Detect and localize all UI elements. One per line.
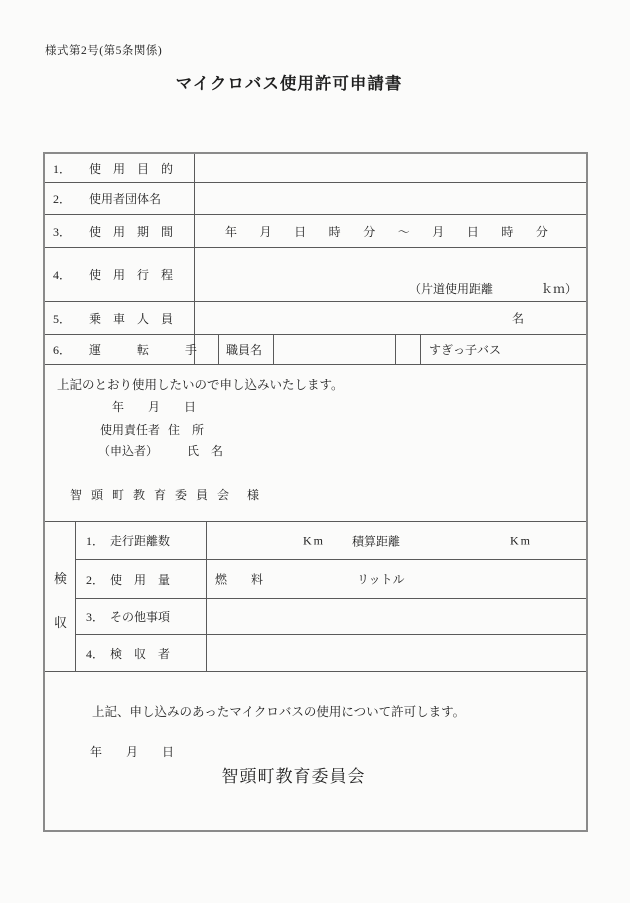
input-passenger-count[interactable] (195, 302, 586, 334)
driver-staff-label: 職員名 (219, 335, 274, 364)
label-distance-traveled: 1． 走行距離数 (76, 522, 207, 559)
label-fuel-used: 2． 使 用 量 (76, 560, 207, 598)
page-title: マイクロバス使用許可申請書 (175, 75, 403, 93)
driver-bus-label: すぎっ子バス (429, 343, 502, 357)
label-driver: 6． 運 転 手 (45, 335, 195, 364)
input-distance-traveled[interactable] (207, 522, 586, 559)
application-statement: 上記のとおり使用したいので申し込みいたします。 (57, 378, 344, 392)
label-user-organization: 2． 使用者団体名 (45, 183, 195, 214)
driver-staff-name-input[interactable] (274, 335, 396, 364)
driver-cells (195, 335, 586, 364)
row-passenger-count (45, 302, 586, 335)
applicant-label: （申込者） (98, 444, 159, 458)
label-passenger-count: 5． 乗 車 人 員 (45, 302, 195, 334)
period-unit-minute2: 分 (535, 224, 548, 239)
form-number: 様式第2号(第5条関係) (45, 45, 163, 57)
period-unit-hour: 時 (328, 224, 341, 239)
period-unit-day: 日 (294, 224, 307, 239)
input-use-purpose[interactable] (195, 154, 586, 182)
application-section (45, 365, 586, 522)
permission-section (45, 672, 586, 830)
label-inspector: 4． 検 収 者 (76, 635, 207, 671)
period-unit-minute: 分 (363, 224, 376, 239)
row-driver (45, 335, 586, 365)
row-user-organization (45, 183, 586, 215)
input-fuel-used[interactable] (207, 560, 586, 598)
fuel-label: 燃 料 (215, 572, 264, 587)
inspection-header-char-2: 収 (54, 615, 68, 630)
responsible-person-label: 使用責任者 (100, 423, 161, 437)
row-other-matters (76, 599, 586, 635)
permission-statement: 上記、申し込みのあったマイクロバスの使用について許可します。 (92, 705, 466, 719)
issuing-authority: 智頭町教育委員会 (221, 767, 366, 786)
input-other-matters[interactable] (207, 599, 586, 634)
input-user-organization[interactable] (195, 183, 586, 214)
row-use-purpose (45, 154, 586, 183)
name-label[interactable]: 氏 名 (187, 444, 224, 458)
label-use-period: 3． 使 用 期 間 (45, 215, 195, 247)
form-table (43, 152, 588, 832)
inspection-section (45, 522, 586, 672)
inspection-rows (76, 522, 586, 671)
input-use-route[interactable] (195, 248, 586, 301)
driver-check-cell-bus[interactable] (396, 335, 421, 364)
period-unit-year: 年 (225, 224, 238, 239)
odometer-unit-km: Km (510, 533, 532, 547)
odometer-label: 積算距離 (352, 534, 401, 548)
row-inspector (76, 635, 586, 671)
input-inspector[interactable] (207, 635, 586, 671)
passenger-count-unit: 名 (511, 311, 524, 326)
row-fuel-used (76, 560, 586, 599)
period-unit-month: 月 (259, 224, 272, 239)
distance-unit-km: Km (303, 533, 325, 547)
label-use-route: 4． 使 用 行 程 (45, 248, 195, 301)
row-use-route (45, 248, 586, 302)
address-label[interactable]: 住 所 (168, 423, 205, 437)
input-use-period[interactable] (195, 215, 586, 247)
period-tilde: ～ (397, 224, 410, 239)
period-unit-month2: 月 (432, 224, 445, 239)
period-unit-hour2: 時 (501, 224, 514, 239)
row-use-period (45, 215, 586, 248)
period-unit-day2: 日 (466, 224, 479, 239)
addressee-line: 智 頭 町 教 育 委 員 会 様 (70, 488, 263, 502)
label-other-matters: 3． その他事項 (76, 599, 207, 634)
application-date-line[interactable]: 年 月 日 (112, 400, 197, 414)
label-use-purpose: 1． 使 用 目 的 (45, 154, 195, 182)
driver-check-cell-staff[interactable] (195, 335, 219, 364)
row-distance-traveled (76, 522, 586, 560)
inspection-vertical-header (45, 522, 76, 671)
inspection-header-char-1: 検 (54, 571, 68, 586)
permission-date-line[interactable]: 年 月 日 (90, 745, 175, 759)
page-title-wrap (0, 70, 578, 94)
fuel-unit-label: リットル (357, 572, 405, 587)
one-way-distance-note: （片道使用距離 ｋｍ） (408, 282, 577, 296)
